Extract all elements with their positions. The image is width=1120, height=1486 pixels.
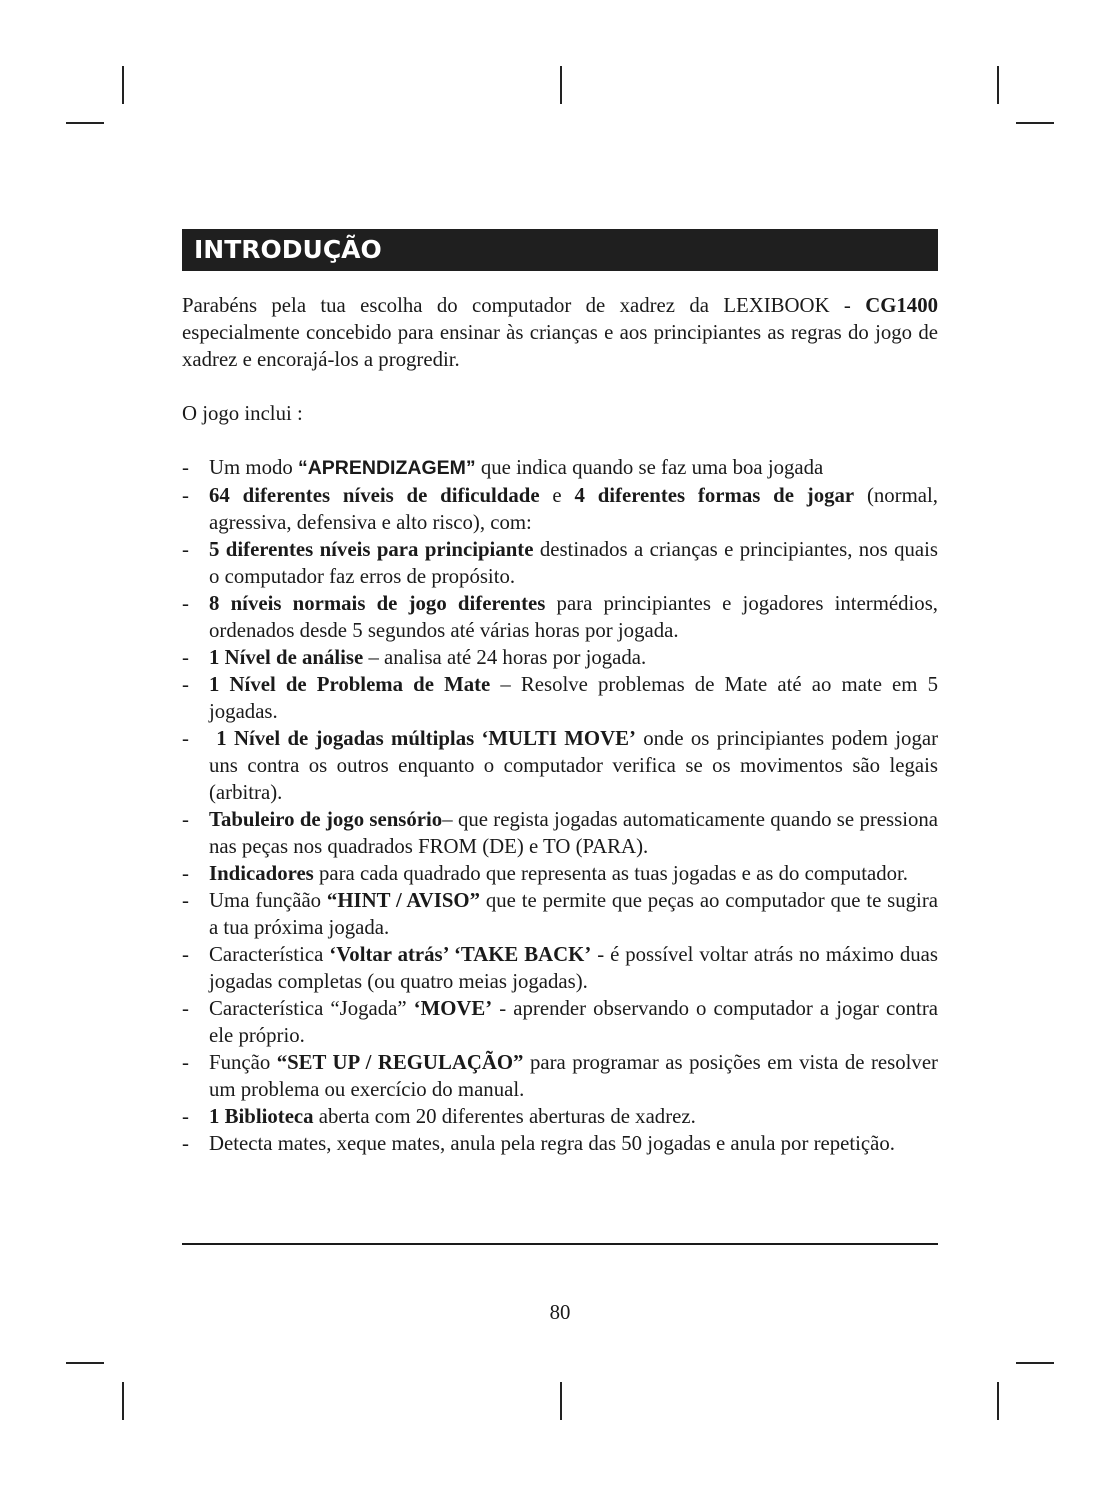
feature-bold: “SET UP / REGULAÇÃO” <box>276 1051 524 1074</box>
feature-bold: 8 níveis normais de jogo diferentes <box>209 592 546 615</box>
feature-item <box>182 482 938 536</box>
bullet-dash: - <box>182 456 189 479</box>
feature-item <box>182 1049 938 1103</box>
feature-text: - aprender observando o computador a jogar contra ele próprio. <box>209 997 938 1047</box>
crop-mark-bottom-left <box>122 1382 124 1420</box>
bullet-dash: - <box>182 1051 189 1074</box>
feature-bold: 1 Nível de Problema de Mate <box>209 673 491 696</box>
feature-text: Função <box>209 1051 277 1074</box>
feature-lead: O jogo inclui : <box>182 402 303 425</box>
feature-bold: 64 diferentes níveis de dificuldade <box>209 484 540 507</box>
bullet-dash: - <box>182 646 189 669</box>
feature-text: para programar as posições em vista de resolver um problema ou exercício do manual. <box>209 1051 938 1101</box>
feature-text: Característica “Jogada” <box>209 997 414 1020</box>
model-name: CG1400 <box>865 294 938 317</box>
feature-text: Característica <box>209 943 330 966</box>
feature-text: – analisa até 24 horas por jogada. <box>363 646 647 669</box>
feature-bold: “HINT / AVISO” <box>326 889 481 912</box>
feature-bold: Tabuleiro de jogo sensório <box>209 808 443 831</box>
feature-bold: ‘Voltar atrás’ ‘TAKE BACK’ <box>329 943 592 966</box>
feature-item <box>182 860 938 887</box>
bullet-dash: - <box>182 943 189 966</box>
feature-text: onde os principiantes podem jogar uns contra os outros enquanto o computador verifica se os movimentos são legais (arbitra). <box>209 727 938 804</box>
feature-bold: 5 diferentes níveis para principiante <box>209 538 534 561</box>
section-heading: INTRODUÇÃO <box>182 229 938 271</box>
bullet-dash: - <box>182 673 189 696</box>
bullet-dash: - <box>182 1132 189 1155</box>
feature-item <box>182 454 938 482</box>
feature-text: e <box>539 484 575 507</box>
feature-bold: 1 Biblioteca <box>209 1105 314 1128</box>
bullet-dash: - <box>182 1105 189 1128</box>
feature-item <box>182 941 938 995</box>
feature-item <box>182 1130 938 1157</box>
feature-item <box>182 671 938 725</box>
page-number: 80 <box>549 1301 571 1324</box>
feature-text: destinados a crianças e principiantes, nos quais o computador faz erros de propósito. <box>209 538 938 588</box>
bullet-dash: - <box>182 538 189 561</box>
feature-text: aberta com 20 diferentes aberturas de xadrez. <box>313 1105 696 1128</box>
feature-bold: “APRENDIZAGEM” <box>297 457 476 479</box>
bullet-dash: - <box>182 727 189 750</box>
feature-bold: 4 diferentes formas de jogar <box>574 484 855 507</box>
crop-mark-top-left-h <box>66 122 104 124</box>
crop-mark-bottom-right-h <box>1016 1362 1054 1364</box>
feature-text: – Resolve problemas de Mate até ao mate em 5 jogadas. <box>209 673 938 723</box>
feature-item <box>182 806 938 860</box>
feature-text: - é possível voltar atrás no máximo duas jogadas completas (ou quatro meias jogadas). <box>209 943 939 993</box>
feature-text: (normal, agressiva, defensiva e alto risco), com: <box>209 484 938 534</box>
feature-item <box>182 644 938 671</box>
intro-paragraph <box>182 292 938 373</box>
feature-text: que te permite que peças ao computador que te sugira a tua próxima jogada. <box>209 889 938 939</box>
feature-bold: Indicadores <box>209 862 314 885</box>
feature-text: para cada quadrado que representa as tuas jogadas e as do computador. <box>313 862 908 885</box>
page-body <box>182 292 938 1157</box>
intro-text-start: Parabéns pela tua escolha do computador de xadrez da LEXIBOOK - <box>182 294 866 317</box>
feature-text: para principiantes e jogadores intermédios, ordenados desde 5 segundos até várias horas por jogada. <box>209 592 938 642</box>
feature-text: Detecta mates, xeque mates, anula pela regra das 50 jogadas e anula por repetição. <box>209 1132 895 1155</box>
crop-mark-top-left <box>122 66 124 104</box>
feature-bold: ‘MOVE’ <box>413 997 493 1020</box>
crop-mark-bottom-right <box>997 1382 999 1420</box>
bullet-dash: - <box>182 592 189 615</box>
feature-text: Um modo <box>209 456 298 479</box>
crop-mark-top-center <box>560 66 562 104</box>
feature-item <box>182 725 938 806</box>
feature-item <box>182 590 938 644</box>
feature-list <box>182 454 938 1157</box>
feature-item <box>182 1103 938 1130</box>
feature-text: – que regista jogadas automaticamente quando se pressiona nas peças nos quadrados FROM (DE) e TO (PARA). <box>209 808 939 858</box>
bullet-dash: - <box>182 862 189 885</box>
feature-text: Uma funçãão <box>209 889 327 912</box>
crop-mark-top-right-h <box>1016 122 1054 124</box>
bullet-dash: - <box>182 889 189 912</box>
crop-mark-bottom-left-h <box>66 1362 104 1364</box>
feature-bold: 1 Nível de análise <box>209 646 364 669</box>
crop-mark-top-right <box>997 66 999 104</box>
feature-item <box>182 536 938 590</box>
feature-text: que indica quando se faz uma boa jogada <box>475 456 824 479</box>
bullet-dash: - <box>182 484 189 507</box>
intro-text-end: especialmente concebido para ensinar às crianças e aos principiantes as regras do jogo de xadrez e encorajá-los a progredir. <box>182 321 938 371</box>
footer-rule <box>182 1243 938 1245</box>
feature-item <box>182 887 938 941</box>
bullet-dash: - <box>182 808 189 831</box>
feature-item <box>182 995 938 1049</box>
bullet-dash: - <box>182 997 189 1020</box>
feature-bold: 1 Nível de jogadas múltiplas ‘MULTI MOVE’ <box>209 727 636 750</box>
crop-mark-bottom-center <box>560 1382 562 1420</box>
